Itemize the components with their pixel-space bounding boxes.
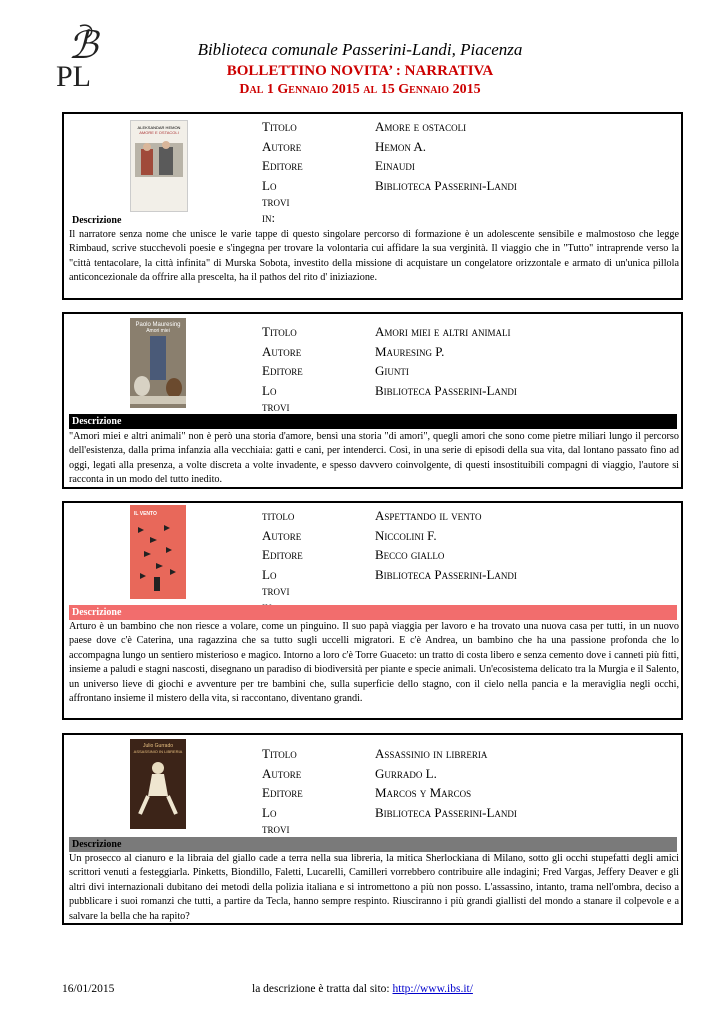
book-description: Un prosecco al cianuro e la libraia del giallo cade a terra nella sua libreria, la mitica Sherlockiana di Milano, sotto gli occhi stupefatti degli amici scrittori venuti a festeggiarla. Pinketts, Biondillo, Faletti, Lucarelli, Camilleri vorrebbero contribuire alle indagini; Fred Vargas, Jeffery Deaver e gli altri divi internazionali dubitano dei metodi della polizia italiana e si intromettono a più non posso. L'assassino, intanto, trama nell'ombra, deciso a pubblicare i suoi romanzi che tutti, a partire da Tecla, hanno sempre respinto. Riusciranno i più grandi giallisti del mondo a stanare il colpevole e a salvare la bella che ha rapito?: [69, 853, 679, 922]
book-cover-4: [130, 739, 186, 829]
book-card-2: [62, 312, 683, 489]
description-header: Descrizione: [72, 215, 122, 226]
book-author: Mauresing P.: [375, 343, 445, 359]
cover-author: Paolo Mauresing: [135, 322, 181, 328]
book-title: Amore e ostacoli: [375, 119, 467, 134]
book-title: Amori miei e altri animali: [375, 324, 511, 339]
book-card-3: [62, 501, 683, 720]
book-description: "Amori miei e altri animali" non è però una storia d'amore, bensì una storia "di amori", quegli amori che sono come pietre miliari lungo il percorso dell'esistenza, dalla prima infanzia alla vecchiaia: gatti e cani, per intenderci. Così, in una serie di episodi della sua vita, dal lontano passato fino ad oggi, legati alla presenza, a volte discreta a volte invadente, e spesso davvero coinvolgente, di questi insostituibili compagni di viaggio, l'autore si racconta in un modo del tutto inedito.: [69, 431, 679, 486]
cover-author: ALEKSANDAR HEMON: [137, 125, 181, 130]
book-cover-2: [130, 318, 186, 408]
book-cover-3: [130, 505, 186, 599]
book-publisher: Einaudi: [375, 158, 415, 173]
book-title: Aspettando il vento: [375, 508, 482, 523]
label-author: Autore: [262, 765, 302, 781]
source-link[interactable]: http://www.ibs.it/: [392, 983, 473, 995]
cover-illustration: [130, 334, 186, 404]
label-publisher: Editore: [262, 158, 303, 173]
cover-title: ASSASSINIO IN LIBRERIA: [133, 749, 183, 754]
description-header: Descrizione: [69, 837, 677, 852]
label-title: titolo: [262, 508, 295, 523]
book-author: Hemon A.: [375, 138, 427, 154]
label-publisher: Editore: [262, 547, 303, 562]
label-where: Lo trovi: [262, 804, 290, 836]
label-author: Autore: [262, 343, 302, 359]
header-subtitle: BOLLETTINO NOVITA’ : NARRATIVA: [226, 63, 494, 79]
label-where: Lo trovi: [262, 382, 290, 414]
header-dates: Dal 1 Gennaio 2015 al 15 Gennaio 2015: [239, 82, 481, 97]
book-author: Niccolini F.: [375, 527, 437, 543]
library-logo: [52, 20, 116, 88]
book-location: Biblioteca Passerini-Landi: [375, 804, 517, 820]
book-publisher: Marcos y Marcos: [375, 785, 472, 800]
book-title: Assassinio in libreria: [375, 746, 488, 761]
book-author: Gurrado L.: [375, 765, 437, 781]
cover-illustration: [130, 517, 186, 597]
description-header: Descrizione: [69, 414, 677, 429]
cover-illustration: [130, 754, 186, 824]
label-where: Lo trovi in:: [262, 177, 290, 225]
header-title: Biblioteca comunale Passerini-Landi, Piacenza: [197, 40, 523, 59]
label-where: Lo trovi: [262, 566, 290, 598]
label-title: Titolo: [262, 324, 297, 339]
book-cover-1: [130, 120, 188, 212]
book-description: Arturo è un bambino che non riesce a volare, come un pinguino. Il suo papà viaggia per lavoro e ha trovato una nuova casa per tutti, in un nuovo paese dove c'è Caterina, una ragazzina che sa tutto sugli uccelli migratori. E c'è Andrea, un bambino che ha una passione profonda che lo accompagna lungo un sentiero misterioso e magico. Intorno a loro c'è Torre Guaceto: un tratto di costa libero e senza cemento dove i canneti più fitti, insieme a paludi e stagni nascosti, disegnano un paradiso di biodiversità per piante e specie animali. Un'ecosistema delicato tra la Murgia e il Salento, un universo lieve di giochi e avventure per tre bambini che, sulla superficie dello stagno, con il cielo nella pancia e la meraviglia negli occhi, affrontano insieme il mistero della vita, si raccontano, diventano grandi.: [69, 621, 679, 705]
footer-source-text: la descrizione è tratta dal sito:: [252, 983, 390, 995]
label-title: Titolo: [262, 119, 297, 134]
svg-text:ℬ: ℬ: [68, 25, 98, 67]
cover-illustration: [131, 135, 187, 195]
label-publisher: Editore: [262, 363, 303, 378]
book-card-1: [62, 112, 683, 300]
book-publisher: Becco giallo: [375, 547, 445, 562]
svg-text:PL: PL: [56, 60, 92, 88]
book-location: Biblioteca Passerini-Landi: [375, 177, 517, 193]
cover-title: IL VENTO: [134, 511, 157, 517]
footer-date: 16/01/2015: [62, 983, 115, 995]
cover-author: Julio Gurrado: [142, 743, 173, 749]
book-location: Biblioteca Passerini-Landi: [375, 382, 517, 398]
book-publisher: Giunti: [375, 363, 409, 378]
cover-title: Amori miei: [146, 328, 170, 334]
book-description: Il narratore senza nome che unisce le varie tappe di questo singolare percorso di formazione è un adolescente sensibile e malmostoso che legge Rimbaud, scrive stucchevoli poesie e s'ingegna per trovare la volontaria cui affidare la sua verginità. Il viaggio che in "Tutto" intraprende verso la "città tentacolare, la città infinita" di Murska Sobota, investito della missione di acquistare un congelatore orizzontale e armato di un'unica pillola anticoncezionale da offrire alla prescelta, ha il pathos del rito d' iniziazione.: [69, 229, 679, 284]
label-title: Titolo: [262, 746, 297, 761]
label-publisher: Editore: [262, 785, 303, 800]
label-author: Autore: [262, 138, 302, 154]
label-author: Autore: [262, 527, 302, 543]
book-card-4: [62, 733, 683, 925]
book-location: Biblioteca Passerini-Landi: [375, 566, 517, 582]
cover-title: AMORE E OSTACOLI: [139, 130, 179, 135]
footer-source: [252, 983, 473, 995]
description-header: Descrizione: [69, 605, 677, 620]
